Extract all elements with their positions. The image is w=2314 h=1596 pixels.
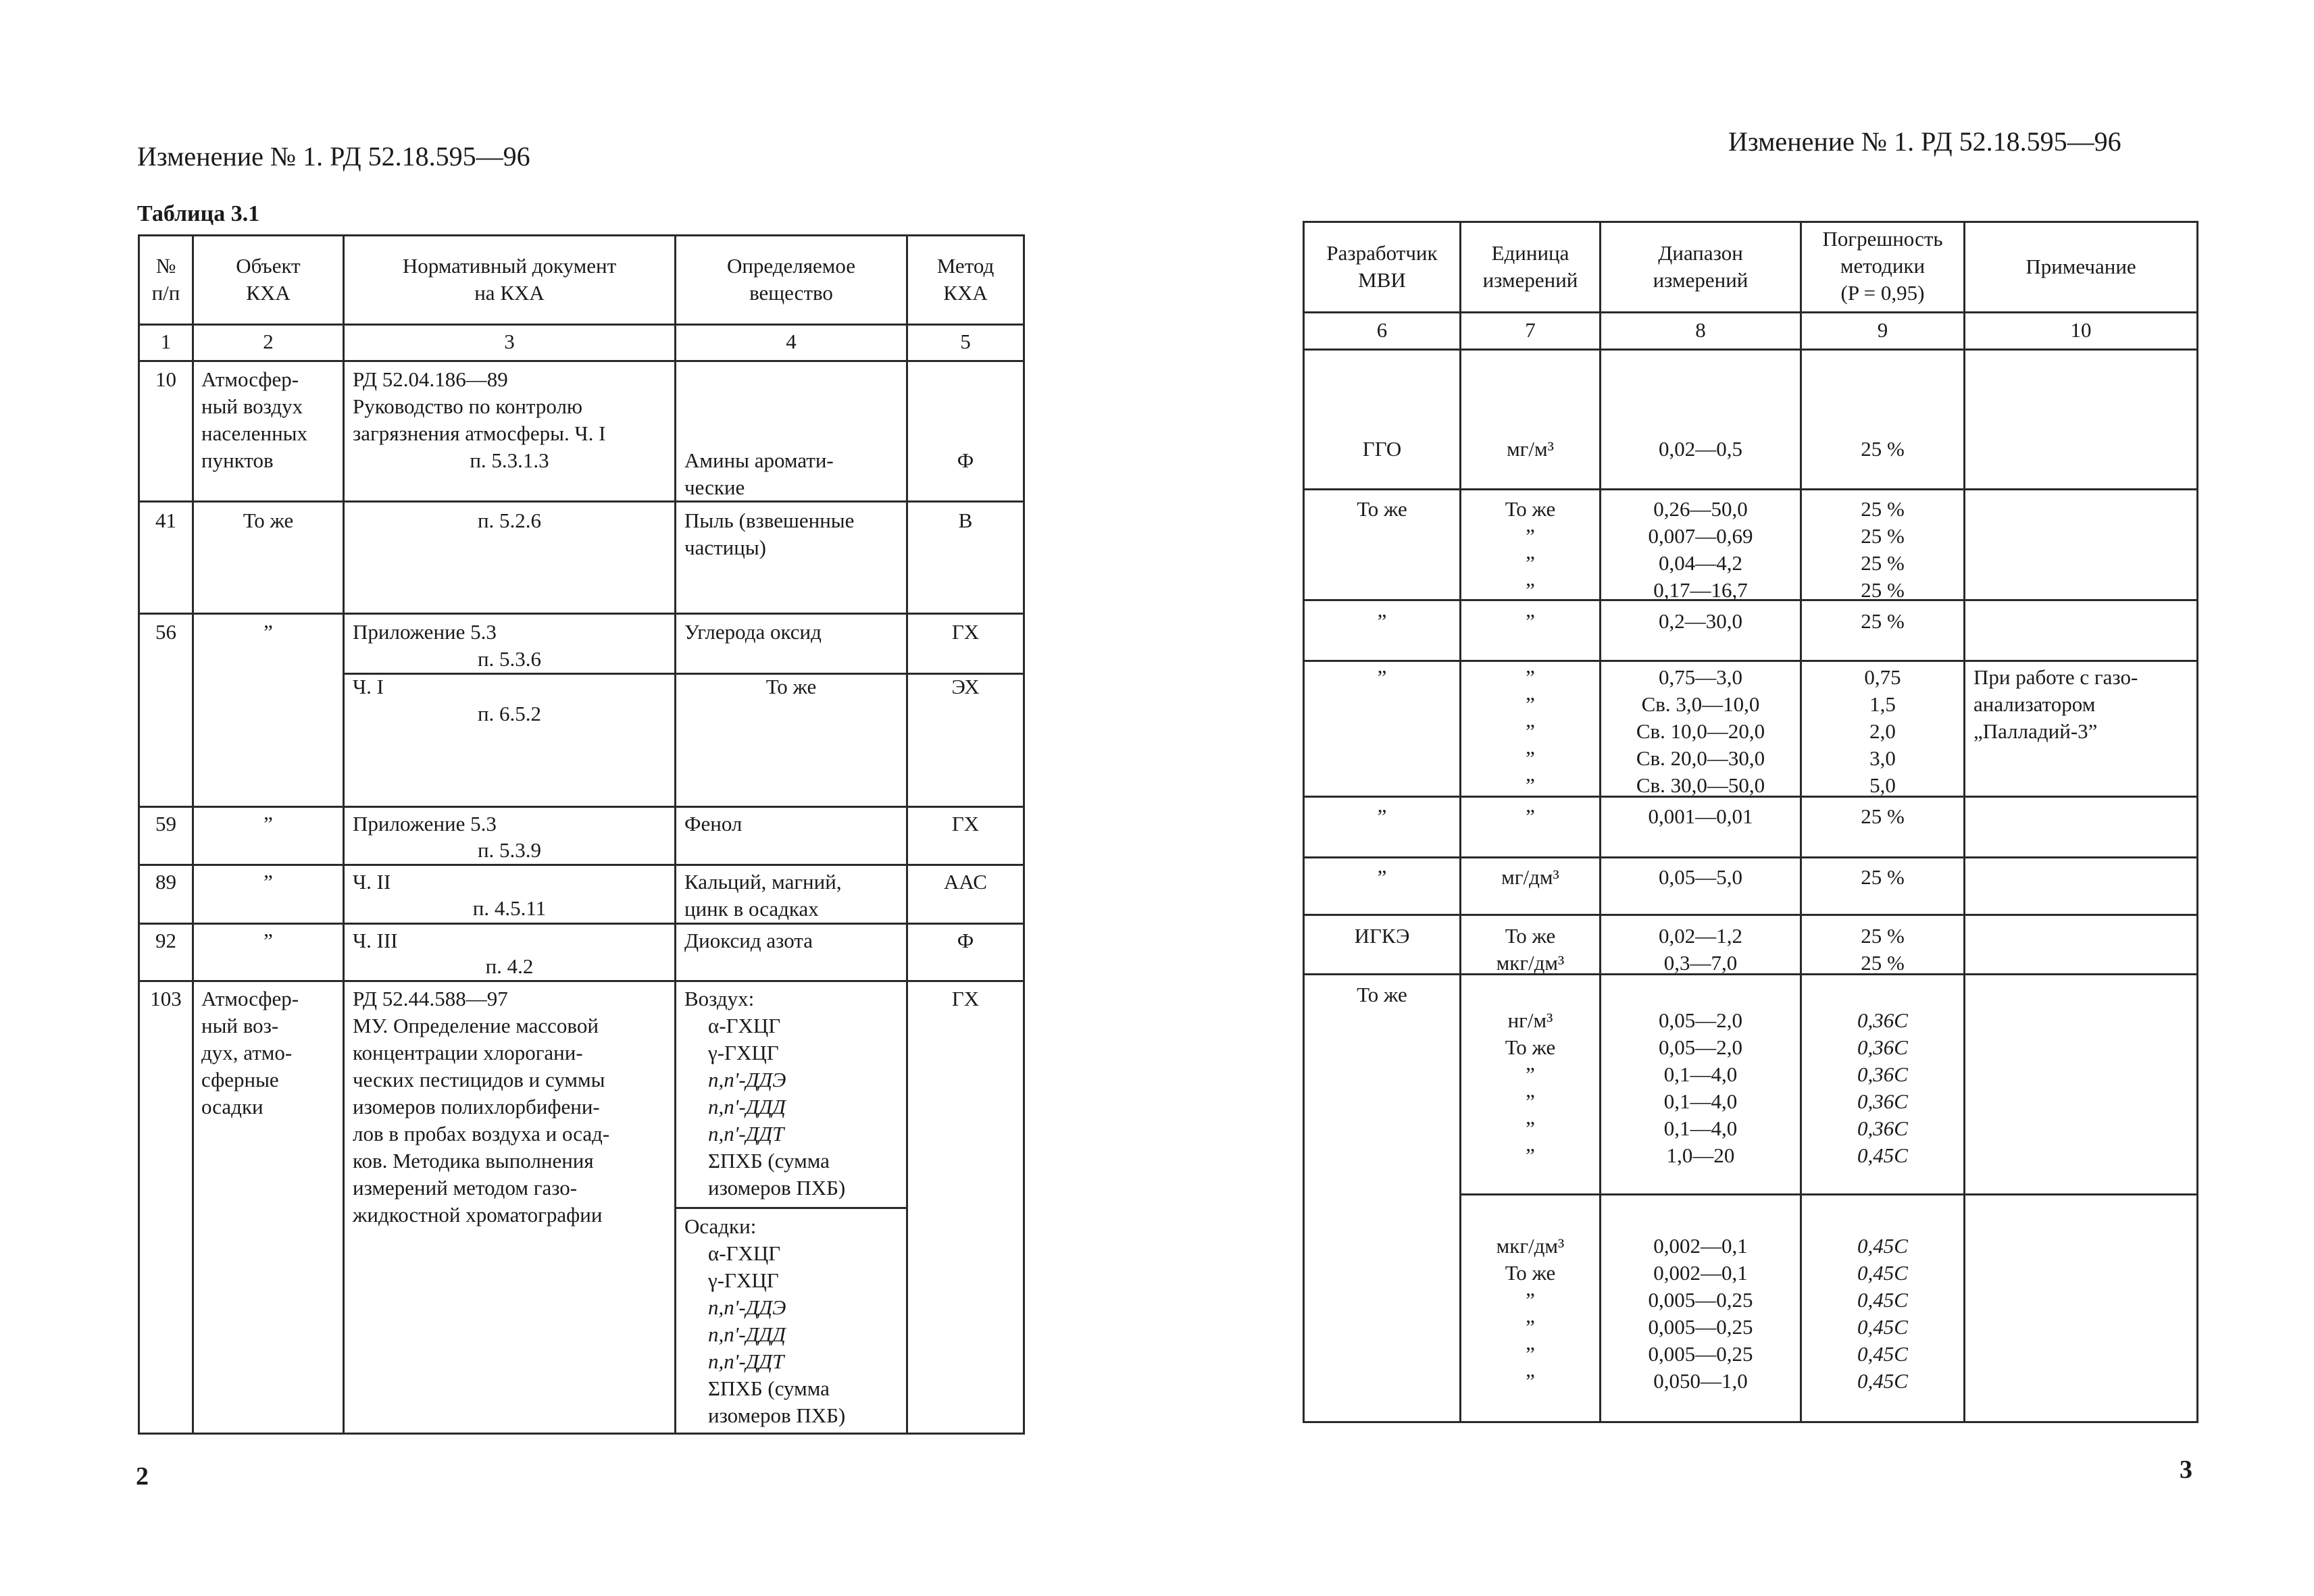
table-cell: ГХ xyxy=(951,812,980,835)
col-header-note: Примечание xyxy=(2026,255,2136,278)
col-header-error: Погрешность методики (P = 0,95) xyxy=(1822,227,1943,305)
table-cell: ” xyxy=(1377,609,1387,633)
list-item: ΣПХБ (сумма xyxy=(708,1376,830,1400)
table-cell: 0,75 1,5 2,0 3,0 5,0 xyxy=(1864,665,1901,797)
left-page-number: 2 xyxy=(136,1462,149,1491)
table-cell: ” xyxy=(1377,804,1387,828)
table-cell: 56 xyxy=(155,620,176,644)
table-cell: 0,05—2,0 0,05—2,0 0,1—4,0 0,1—4,0 0,1—4,0 1,0—20 xyxy=(1659,1008,1742,1167)
table-cell: ” ” ” ” ” xyxy=(1526,665,1535,797)
table-cell: То же xyxy=(243,509,294,532)
table-cell: ” xyxy=(263,870,273,894)
col-header-substance: Определяемое вещество xyxy=(726,254,856,305)
table-cell: Фенол xyxy=(684,812,743,835)
table-cell: мг/м³ xyxy=(1507,437,1554,461)
table-cell: мкг/дм³ То же ” ” ” ” xyxy=(1496,1234,1565,1393)
table-cell: 0,26—50,0 0,007—0,69 0,04—4,2 0,17—16,7 xyxy=(1648,497,1753,602)
right-page-header: Изменение № 1. РД 52.18.595—96 xyxy=(1728,126,2121,157)
table-cell: п. 6.5.2 xyxy=(477,702,542,725)
table-cell: То же ” ” ” xyxy=(1505,497,1556,602)
table-cell: 0,002—0,1 0,002—0,1 0,005—0,25 0,005—0,25 0,005—0,25 0,050—1,0 xyxy=(1648,1234,1753,1393)
table-cell: ” xyxy=(1377,865,1387,889)
table-cell: Ф xyxy=(957,929,974,952)
list-item: n,n'-ДДТ xyxy=(708,1349,784,1373)
col-number-3: 3 xyxy=(504,330,515,353)
table-cell: ГХ xyxy=(951,620,980,644)
table-cell: п. 5.2.6 xyxy=(477,509,542,532)
table-cell: п. 5.3.9 xyxy=(477,838,542,862)
table-cell: 0,75—3,0 Св. 3,0—10,0 Св. 10,0—20,0 Св. 20,0—30,0 Св. 30,0—50,0 xyxy=(1636,665,1765,797)
table-cell: Атмосфер- ный воздух населенных пунктов xyxy=(201,367,307,472)
col-number-5: 5 xyxy=(960,330,971,353)
table-cell: Диоксид азота xyxy=(684,929,813,952)
table-cell: ЭХ xyxy=(951,675,980,698)
table-cell: ” xyxy=(1377,665,1387,689)
list-item: ΣПХБ (сумма xyxy=(708,1149,830,1173)
col-number-2: 2 xyxy=(263,330,274,353)
col-number-4: 4 xyxy=(786,330,797,353)
table-cell: 59 xyxy=(155,812,176,835)
table-cell: 0,2—30,0 xyxy=(1659,609,1742,633)
table-cell: При работе с газо- анализатором „Палладий-3” xyxy=(1973,665,2138,743)
table-cell: 25 % xyxy=(1861,609,1905,633)
col-number-7: 7 xyxy=(1525,318,1536,342)
list-item: n,n'-ДДД xyxy=(708,1322,786,1346)
table-cell: 0,05—5,0 xyxy=(1659,865,1742,889)
table-cell: нг/м³ То же ” ” ” ” xyxy=(1505,1008,1556,1167)
table-cell: 103 xyxy=(150,987,182,1010)
list-item: n,n'-ДДЭ xyxy=(708,1295,786,1319)
col-header-unit: Единица измерений xyxy=(1482,241,1578,292)
table-cell: Атмосфер- ный воз- дух, атмо- сферные осадки xyxy=(201,987,299,1118)
table-cell: Амины аромати- ческие xyxy=(684,448,834,499)
table-cell: п. 4.2 xyxy=(485,954,534,978)
col-header-method: Метод КХА xyxy=(936,254,995,305)
list-item: n,n'-ДДТ xyxy=(708,1122,784,1145)
col-header-document: Нормативный документ на КХА xyxy=(402,254,617,305)
list-item: γ-ГХЦГ xyxy=(708,1041,779,1064)
table-cell: 0,02—0,5 xyxy=(1659,437,1742,461)
col-header-range: Диапазон измерений xyxy=(1653,241,1749,292)
col-header-developer: Разработчик МВИ xyxy=(1326,241,1438,292)
col-number-1: 1 xyxy=(160,330,172,353)
table-cell: 0,45C 0,45C 0,45C 0,45C 0,45C 0,45C xyxy=(1857,1234,1908,1393)
table-cell: То же мкг/дм³ xyxy=(1496,924,1565,975)
table-cell: ААС xyxy=(944,870,987,894)
table-cell: ” xyxy=(1526,804,1535,828)
col-number-8: 8 xyxy=(1695,318,1706,342)
table-cell: 25 % xyxy=(1861,804,1905,828)
table-cell: ” xyxy=(263,929,273,952)
table-cell: ИГКЭ xyxy=(1354,924,1410,948)
table-cell: п. 5.3.1.3 xyxy=(470,448,549,472)
table-cell: 92 xyxy=(155,929,176,952)
table-cell: РД 52.04.186—89 Руководство по контролю загрязнения атмосферы. Ч. I xyxy=(353,367,606,445)
table-cell: ” xyxy=(263,812,273,835)
table-cell: 25 % xyxy=(1861,865,1905,889)
table-cell: 25 % 25 % 25 % 25 % xyxy=(1861,497,1905,602)
table-cell: 25 % xyxy=(1861,437,1905,461)
list-item: α-ГХЦГ xyxy=(708,1014,781,1037)
table-cell: Ч. III xyxy=(353,929,398,952)
table-cell: п. 5.3.6 xyxy=(477,647,542,671)
table-cell: Ч. II xyxy=(353,870,391,894)
col-header-num: № п/п xyxy=(151,254,180,305)
right-page-number: 3 xyxy=(2180,1456,2192,1484)
table-cell: Ч. I xyxy=(353,675,384,698)
table-cell: Углерода оксид xyxy=(684,620,822,644)
table-cell: Пыль (взвешенные частицы) xyxy=(684,509,855,559)
list-item: α-ГХЦГ xyxy=(708,1241,781,1265)
table-cell: 25 % 25 % xyxy=(1861,924,1905,975)
table-cell: 41 xyxy=(155,509,176,532)
table-cell: Ф xyxy=(957,448,974,472)
table-cell: То же xyxy=(1357,983,1407,1006)
list-item: изомеров ПХБ) xyxy=(708,1404,846,1427)
table-cell: 10 xyxy=(155,367,176,391)
table-cell: 89 xyxy=(155,870,176,894)
table-cell: РД 52.44.588—97 МУ. Определение массовой концентрации хлорогани- ческих пестицидов и суммы изомеров полихлорбифени- лов в пробах воздуха и осад- ков. Методика выполнения измерений методом газо- жидкостной хроматографии xyxy=(353,987,610,1227)
table-cell: мг/дм³ xyxy=(1501,865,1559,889)
table-cell: 0,02—1,2 0,3—7,0 xyxy=(1659,924,1742,975)
table-cell: Приложение 5.3 xyxy=(353,620,497,644)
table-cell: п. 4.5.11 xyxy=(472,896,547,920)
left-page-header: Изменение № 1. РД 52.18.595—96 xyxy=(137,141,530,172)
table-cell: ГГО xyxy=(1362,437,1402,461)
list-item: n,n'-ДДЭ xyxy=(708,1068,786,1091)
table-cell: То же xyxy=(1357,497,1407,521)
table-cell: 0,001—0,01 xyxy=(1648,804,1753,828)
table-cell: Кальций, магний, цинк в осадках xyxy=(684,870,842,921)
table-cell: Воздух: xyxy=(684,987,755,1010)
table-cell: ” xyxy=(1526,609,1535,633)
col-number-6: 6 xyxy=(1376,318,1388,342)
table-cell: 0,36C 0,36C 0,36C 0,36C 0,36C 0,45C xyxy=(1857,1008,1908,1167)
table-cell: То же xyxy=(765,675,817,698)
list-item: n,n'-ДДД xyxy=(708,1095,786,1118)
col-number-9: 9 xyxy=(1877,318,1888,342)
table-cell: ” xyxy=(263,620,273,644)
list-item: γ-ГХЦГ xyxy=(708,1268,779,1292)
table-cell: ГХ xyxy=(951,987,980,1010)
table-cell: В xyxy=(958,509,973,532)
col-number-10: 10 xyxy=(2070,318,2092,342)
table-caption: Таблица 3.1 xyxy=(137,201,260,226)
col-header-object: Объект КХА xyxy=(236,254,301,305)
table-cell: Осадки: xyxy=(684,1214,757,1238)
list-item: изомеров ПХБ) xyxy=(708,1176,846,1200)
table-cell: Приложение 5.3 xyxy=(353,812,497,835)
